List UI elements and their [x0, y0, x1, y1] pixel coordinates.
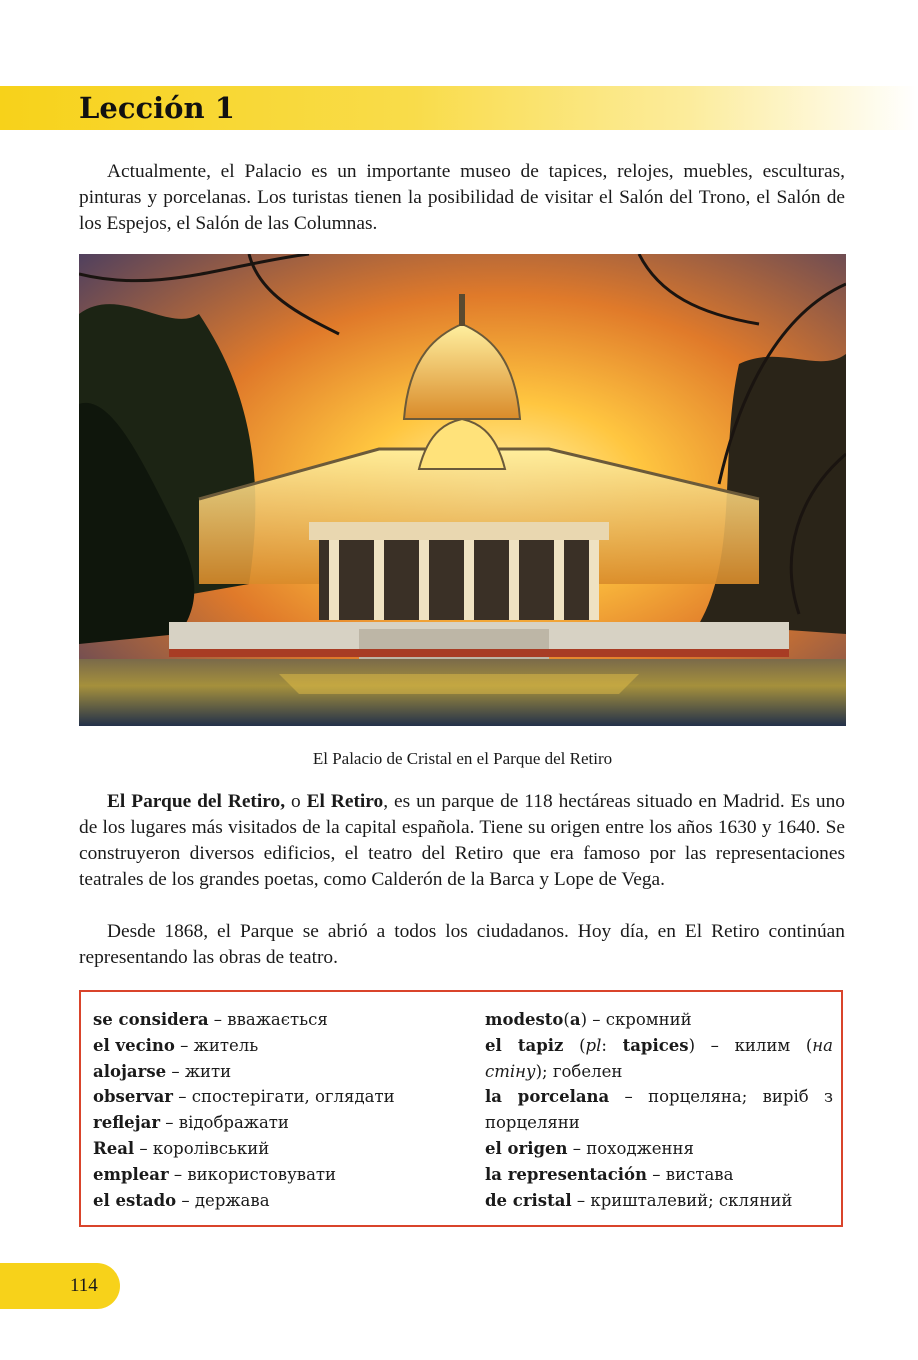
vocab-entry — [93, 1059, 463, 1085]
page-number: 114 — [70, 1275, 98, 1296]
retiro-text-2: Desde 1868, el Parque se abrió a todos los ciudadanos. Hoy día, en El Retiro continúan representando las obras de teatro. — [79, 921, 845, 968]
vocab-entry — [93, 1188, 463, 1214]
intro-text: Actualmente, el Palacio es un importante museo de tapices, relojes, muebles, esculturas, pinturas y porcelanas. Los turistas tienen la posibilidad de visitar el Salón del Trono, el Salón de los Espejos, el Salón de las Columnas. — [79, 161, 845, 234]
vocabulary-left-column — [93, 1007, 463, 1213]
lesson-title: Lección 1 — [79, 91, 235, 125]
vocab-plural-colon: : — [601, 1035, 623, 1055]
vocab-entry-porcelana — [485, 1084, 833, 1136]
vocab-entry-origen — [485, 1136, 833, 1162]
vocab-translation: – спостерігати, оглядати — [173, 1087, 395, 1107]
vocab-translation: ) – килим ( — [688, 1035, 813, 1055]
vocab-term: el vecino — [93, 1035, 175, 1055]
vocab-term: reflejar — [93, 1113, 161, 1133]
vocab-entry-cristal — [485, 1188, 833, 1214]
vocab-plural-label: pl — [585, 1035, 602, 1055]
vocab-paren: ( — [563, 1010, 570, 1029]
vocab-translation: – вважається — [208, 1010, 328, 1029]
vocab-entry-representacion — [485, 1162, 833, 1188]
retiro-name-1: El Parque del Retiro, — [107, 791, 286, 812]
vocab-entry — [93, 1007, 463, 1033]
vocab-entry-modesto — [485, 1007, 833, 1033]
vocab-translation: – порцеляна; виріб з порцеляни — [485, 1087, 833, 1133]
vocab-translation: – скромний — [587, 1010, 692, 1029]
intro-paragraph — [79, 159, 845, 237]
vocabulary-box — [79, 990, 843, 1227]
vocab-term: observar — [93, 1087, 173, 1107]
crystal-palace-photo — [79, 254, 846, 726]
vocab-term: la porcelana — [485, 1087, 610, 1107]
vocab-term: la representación — [485, 1164, 648, 1184]
vocab-term: Real — [93, 1138, 135, 1158]
vocab-term: modesto — [485, 1010, 564, 1029]
vocab-translation: – кришталевий; скляний — [571, 1190, 793, 1210]
vocab-entry — [93, 1110, 463, 1136]
photo-caption: El Palacio de Cristal en el Parque del Retiro — [312, 749, 613, 768]
retiro-name-2: El Retiro — [306, 791, 384, 812]
retiro-text: , es un parque de 118 hectáreas situado en Madrid. Es uno de los lugares más visitados de la capital española. Tiene su origen entre los años 1630 y 1640. Se construyeron diversos edificios, el teatro del Retiro que era famoso por las representaciones teatrales de los grandes poetas, como Calderón de la Barca y Lope de Vega. — [79, 791, 846, 890]
vocab-term: se considera — [93, 1010, 209, 1029]
vocab-note: на стіну — [485, 1035, 834, 1081]
vocab-translation: – жити — [166, 1061, 232, 1081]
vocab-translation: – вистава — [647, 1164, 734, 1184]
vocabulary-right-column — [485, 1007, 833, 1213]
vocab-term: emplear — [93, 1164, 169, 1184]
vocab-entry — [93, 1162, 463, 1188]
vocab-translation: – використовувати — [168, 1164, 337, 1184]
vocab-plural-open: ( — [563, 1035, 586, 1055]
vocab-entry — [93, 1136, 463, 1162]
retiro-paragraph-2 — [79, 919, 845, 971]
vocab-term: el origen — [485, 1138, 568, 1158]
vocab-translation: – походження — [567, 1138, 694, 1158]
vocab-translation: – відображати — [160, 1113, 289, 1133]
retiro-connector: o — [285, 791, 307, 812]
vocab-term: de cristal — [485, 1190, 572, 1210]
retiro-paragraph — [79, 789, 845, 893]
vocab-entry — [93, 1033, 463, 1059]
vocab-translation: – королівський — [134, 1138, 270, 1158]
vocab-suffix: a — [569, 1010, 581, 1029]
vocab-paren: ) — [580, 1010, 587, 1029]
vocab-translation-end: ); гобелен — [535, 1061, 623, 1081]
vocab-translation: – житель — [174, 1035, 259, 1055]
vocab-term: el tapiz — [485, 1035, 564, 1055]
vocab-translation: – держава — [176, 1190, 270, 1210]
vocab-plural-term: tapices — [622, 1035, 689, 1055]
vocab-entry-tapiz — [485, 1033, 833, 1085]
vocab-term: el estado — [93, 1190, 177, 1210]
page-number-tab — [0, 1263, 120, 1309]
vocab-term: alojarse — [93, 1061, 167, 1081]
vocab-entry — [93, 1084, 463, 1110]
